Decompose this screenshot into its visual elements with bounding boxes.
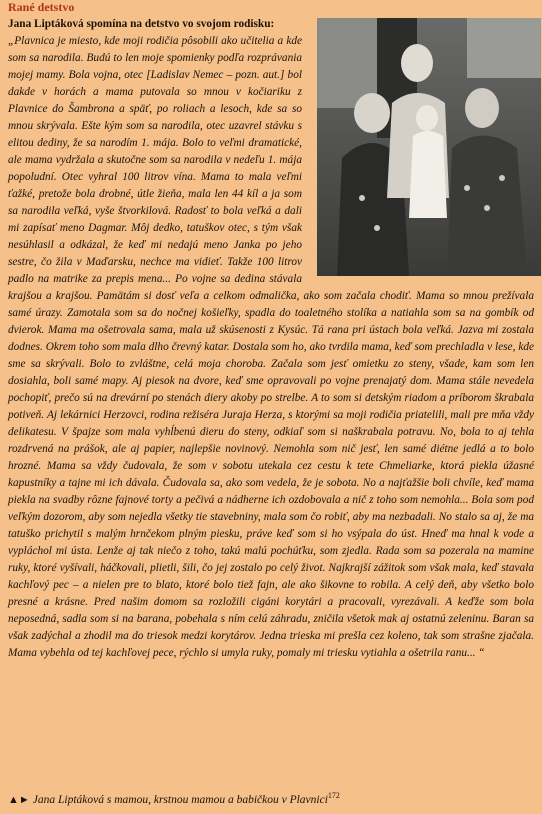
caption-text: Jana Liptáková s mamou, krstnou mamou a babičkou v Plavnici [32, 793, 328, 806]
photo-caption [8, 788, 534, 808]
memoir-text [8, 16, 534, 662]
photo-spacer [306, 16, 534, 278]
footnote-number: 172 [327, 791, 340, 800]
caption-arrows-icon: ▲► [8, 793, 30, 806]
author-intro: Jana Liptáková spomína na detstvo vo svojom rodisku: [8, 18, 275, 30]
memoir-quote: „Plavnica je miesto, kde moji rodičia pôsobili ako učitelia a kde som sa narodila. Budú to len moje spomienky podľa rozprávania mojej mamy. Bola vojna, otec [Ladislav Nemec – pozn. aut.] bol dakde v horách a mama putovala so mnou v kočiariku z Plavnice do Šambrona a späť, po roliach a lesoch, kde sa so mnou skrývala. Ešte kým som sa narodila, otec uzavrel stávku s elitou dediny, že sa narodím 1. mája. Bolo to veľmi dramatické, ale mama vydržala a skutočne som sa narodila v nedeľu 1. mája popoludní. Otec vyhral 100 litrov vína. Mama to mala veľmi ťažké, pretože bola drobné, útle žieňa, mala len 44 kíl a ja som sa narodila veľká, vyše štvorkilová. Radosť to bola veľká a dali mi zapísať meno Dagmar. Môj dedko, tatuškov otec, s tým však nesúhlasil a odkázal, že keď mi nedajú meno Janka po jeho sestre, čo žila v Maďarsku, nechce ma vidieť. Takže 100 litrov padlo na matrike za prepis mena... Po vojne sa dedina stávala krajšou a krajšou. Pamätám si dosť veľa a celkom odmalička, ako som začala chodiť. Mama so mnou prežívala samé úrazy. Zamotala som sa do nočnej košieľky, spadla do toaletného stolíka a natiahla som sa na gombík od dvierok. Mama ma ošetrovala sama, mala už skúsenosti z Kysúc. Tá rana pri ústach bola veľká. Jazva mi zostala dodnes. Okrem toho som mala dlho črevný katar. Dostala som ho, ako tvrdila mama, keď som prechladla v lese, kde sme sa skrývali. Bolo to zvláštne, celá moja choroba. Začala som jesť omietku zo steny, všade, kam som len dosiahla, boli samé mapy. Aj piesok na dvore, keď sme opravovali po vojne prenajatý dom. Mama stále nevedela pochopiť, prečo sú na drevární po stenách diery akoby po strelbe. A to som si detským riadom a príborom škrabala potiveň. Aj lekárnici Herzovci, rodina režiséra Juraja Herza, s ktorými sa moji rodičia priatelili, mali pre mňa vždy delikatesu. V špajze som mala vyhĺbenú dieru do steny, odkiaľ som si naškrabala potravu. No, bola to aj tehla rozdrvená na prášok, ale aj papier, najlepšie novinový. Nemohla som nič jesť, len samé diétne jedlá a to bolo hrozné. Mama sa vždy čudovala, že som v sobotu utekala cez cestu k tete Chmeliarke, ktorá piekla úžasné kapustníky a tajne mi ich dávala. Čudovala sa, ako som vedela, že je sobota. No a najťažšie boli chvíle, keď mama piekla na svadby rôzne fajnové torty a pečivá a nádherne ich ozdobovala a nič z toho som nemohla... Bola som pod veľkým dozorom, aby som nejedla všetky tie stavebniny, mala som čo robiť, aby ma nezbadali. No stalo sa aj, že ma tatuško prichytil s malým hrnčekom plným piesku, práve keď som si ho vsýpala do úst. Hneď ma hnal k vode a vypláchol mi ústa. Lenže aj tak niečo z toho, takú malú pochúťku, som zjedla. Rada som sa pozerala na mamine ruky, ktoré vyšívali, háčkovali, plietli, šili, čo jej zostalo po celý život. Najkrajší zážitok som však mala, keď stavala kachľový pec – a nielen pre to blato, ktoré bolo tiež fajn, ale ako šikovne to robila. A celý deň, aby všetko bolo presné a krásne. Pred našim domom sa rozložili cigáni korytári a pracovali, vyrezávali. A keďže som bola neposedná, sadla som si na barana, pobehala s ním celú záhradu, zničila všetok mak aj ostatnú zeleninu. Baran sa však zadýchal a zhodil ma do triesok medzi korytárov. Jedna trieska mi prešla cez koleno, tak som strašne zjačala. Mama vybehla od tej kachľovej pece, rýchlo si umyla ruky, pomaly mi triesku vytiahla a ošetrila ranu... “ [8, 35, 534, 659]
section-title: Rané detstvo [8, 0, 75, 14]
